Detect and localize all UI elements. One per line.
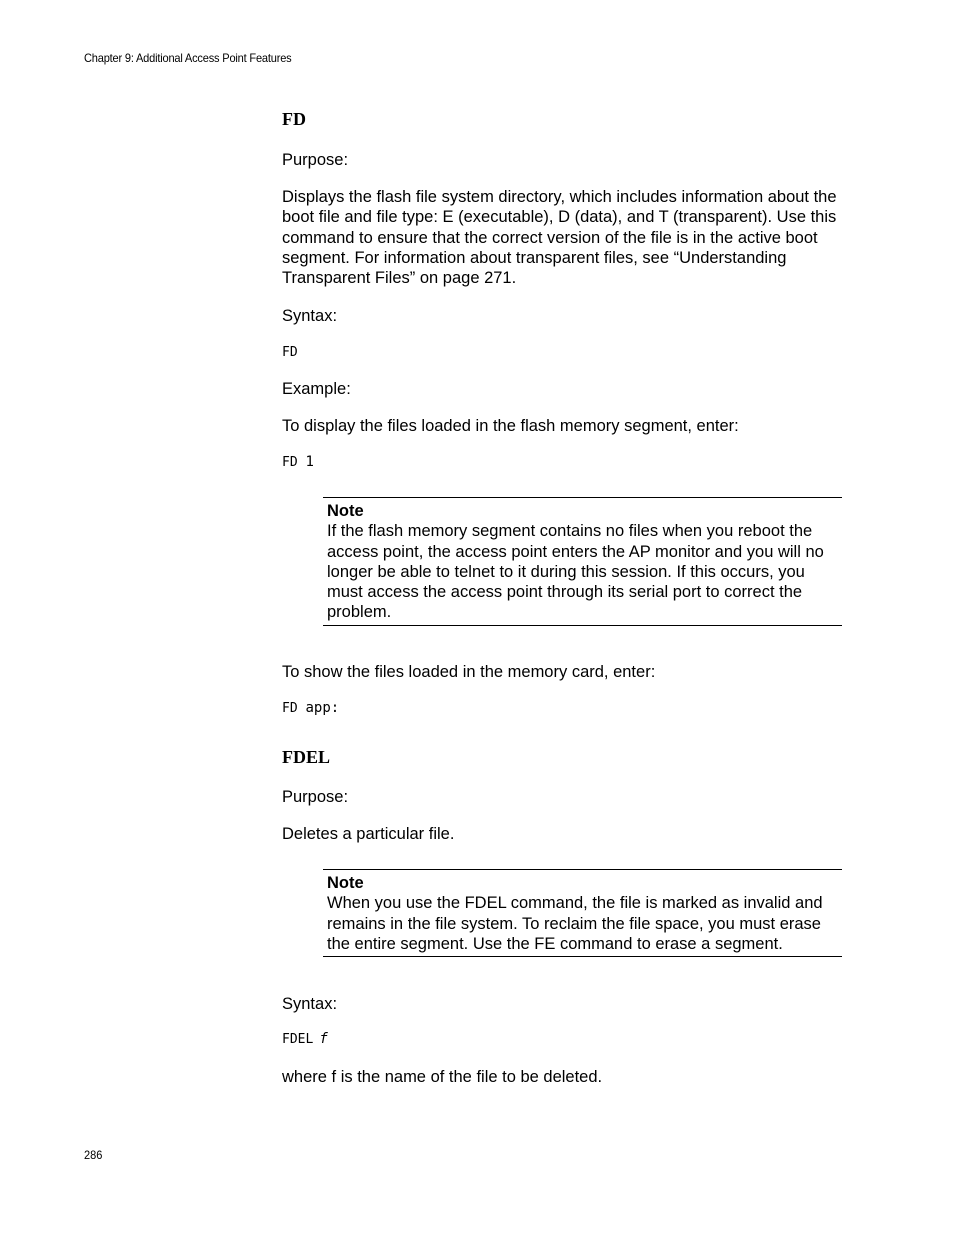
fdel-heading: FDEL — [282, 747, 331, 767]
fd-purpose-label: Purpose: — [282, 151, 349, 169]
fd-example-code — [282, 454, 314, 470]
fd-syntax-code: FD — [282, 345, 298, 360]
fdel-note-text: When you use the FDEL command, the file is marked as invalid and remains in the file system. To reclaim the file space, you must erase the entire segment. Use the FE command to erase a segment. — [327, 894, 823, 953]
fdel-syntax-code — [282, 1031, 328, 1047]
fd-syntax-label: Syntax: — [282, 307, 338, 325]
running-header: Chapter 9: Additional Access Point Features — [84, 51, 292, 65]
page-number: 286 — [84, 1148, 103, 1162]
fd-note-title: Note — [327, 502, 364, 520]
fd-example-text: To display the files loaded in the flash memory segment, enter: — [282, 417, 739, 435]
fd-note-box — [323, 497, 842, 626]
fd-example-code-argument: 1 — [305, 454, 314, 470]
fdel-syntax-code-command: FDEL — [282, 1032, 314, 1047]
fd-memcard-code-argument: app: — [305, 700, 340, 716]
fd-example-label: Example: — [282, 380, 351, 398]
fd-memcard-code-command: FD — [282, 701, 298, 716]
fd-memcard-text: To show the files loaded in the memory card, enter: — [282, 663, 656, 681]
fdel-where-text: where f is the name of the file to be deleted. — [282, 1068, 603, 1086]
fdel-note-title: Note — [327, 874, 364, 892]
fd-heading: FD — [282, 109, 306, 129]
fdel-syntax-code-argument: f — [319, 1031, 328, 1047]
fd-note-text: If the flash memory segment contains no files when you reboot the access point, the access point enters the AP monitor and you will no longer be able to telnet to it during this session. If this occurs, you must access the access point through its serial port to correct the problem. — [327, 522, 824, 622]
fd-purpose-text: Displays the flash file system directory, which includes information about the boot file and file type: E (executable), D (data), and T (transparent). Use this command to ensure that the correct version of the file is in the active boot segment. For information about transparent files, see “Understanding Transparent Files” on page 271. — [282, 188, 837, 288]
fdel-purpose-label: Purpose: — [282, 788, 349, 806]
fdel-note-box — [323, 869, 842, 957]
fdel-syntax-label: Syntax: — [282, 995, 338, 1013]
fdel-purpose-text: Deletes a particular file. — [282, 825, 455, 843]
fd-memcard-code — [282, 700, 339, 716]
fd-example-code-command: FD — [282, 455, 298, 470]
